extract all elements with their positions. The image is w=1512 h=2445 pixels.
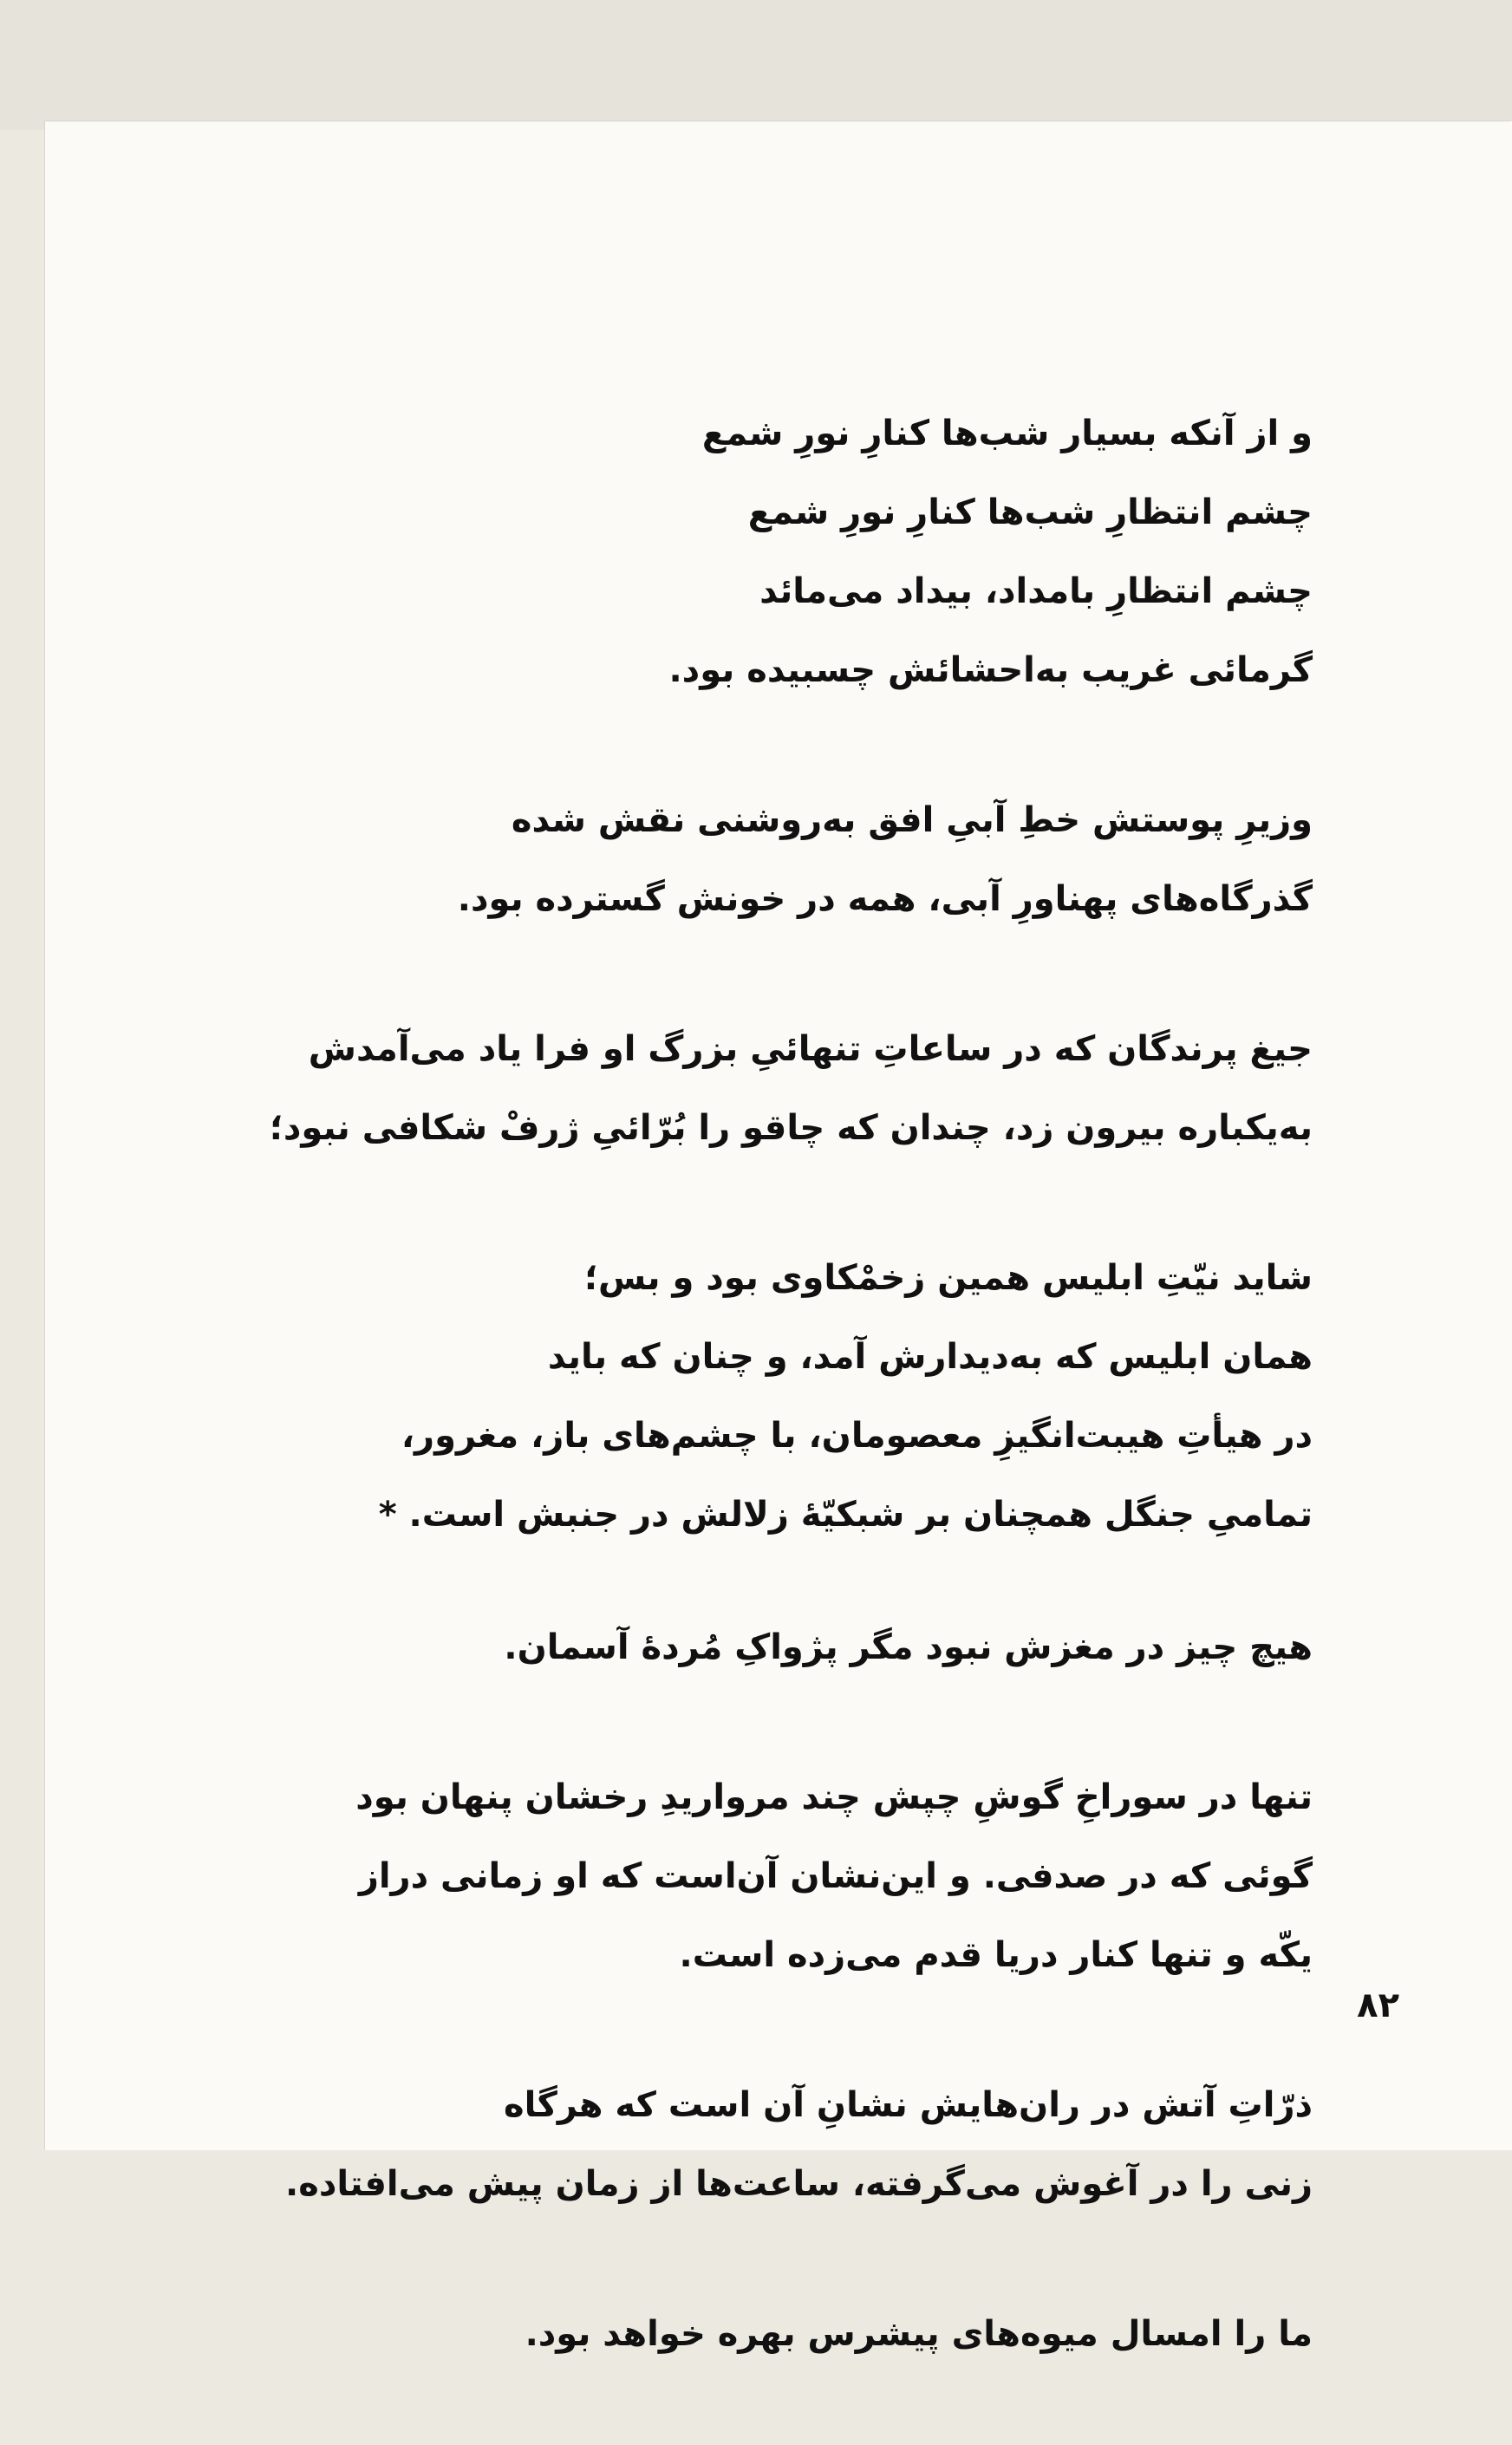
stanza-2	[272, 781, 1313, 939]
poem-line: یکّه و تنها کنار دریا قدم می‌زده است.	[679, 1935, 1313, 1975]
scan-top-edge	[0, 0, 1512, 130]
poem-line: جیغ پرندگان که در ساعاتِ تنهائیِ بزرگ او فرا یاد می‌آمدش	[308, 1029, 1313, 1069]
poem-line: ذرّاتِ آتش در ران‌هایش نشانِ آن است که هرگاه	[503, 2085, 1313, 2125]
poem-line: چشم انتظارِ بامداد، بیداد می‌مائد	[759, 571, 1313, 611]
poem-line: به‌یکباره بیرون زد، چندان که چاقو را بُرّائیِ ژرفْ شکافی نبود؛	[269, 1108, 1313, 1148]
poem-line: و از آنکه بسیار شب‌ها کنارِ نورِ شمع	[701, 414, 1313, 453]
poem-line: همان ابلیس که به‌دیدارش آمد، و چنان که باید	[547, 1337, 1313, 1377]
poem-line: گذرگاه‌های پهناورِ آبی، همه در خونش گسترده بود.	[457, 879, 1313, 919]
poem-line: وزیرِ پوستش خطِ آبیِ افق به‌روشنی نقش شده	[511, 800, 1313, 840]
stanza-3	[269, 1010, 1313, 1168]
poem-line: در هیأتِ هیبت‌انگیزِ معصومان، با چشم‌های باز، مغرور،	[401, 1416, 1313, 1456]
poem-line: هیچ چیز در مغزش نبود مگر پژواکِ مُردهٔ آسمان.	[504, 1627, 1313, 1667]
poem-line: گرمائی غریب به‌احشائش چسبیده بود.	[668, 650, 1313, 690]
poem-line: چشم انتظارِ شب‌ها کنارِ نورِ شمع	[747, 492, 1313, 532]
poem-line: ما را امسال میوه‌های پیشرس بهره خواهد بود.	[525, 2314, 1313, 2354]
stanza-1	[272, 394, 1313, 710]
page-number: ۸۲	[1357, 1985, 1399, 2025]
stanza-6	[272, 1758, 1313, 1995]
poem-line: تمامیِ جنگل همچنان بر شبکیّهٔ زلالش در جنبش است. *	[378, 1495, 1313, 1535]
poem-body	[269, 394, 1313, 2445]
stanza-4	[272, 1239, 1313, 1555]
poem-line: شاید نیّتِ ابلیس همین زخمْکاوی بود و بس؛	[584, 1258, 1313, 1298]
stanza-8	[272, 2295, 1313, 2374]
poem-line: زنی را در آغوش می‌گرفته، ساعت‌ها از زمان پیش می‌افتاده.	[285, 2164, 1313, 2204]
poem-line: گوئی که در صدفی. و این‌نشان آن‌است که او زمانی دراز	[358, 1856, 1313, 1896]
stanza-7	[272, 2066, 1313, 2224]
poem-line: تنها در سوراخِ گوشِ چپش چند مرواریدِ رخشان پنهان بود	[355, 1777, 1313, 1817]
stanza-5	[272, 1608, 1313, 1687]
